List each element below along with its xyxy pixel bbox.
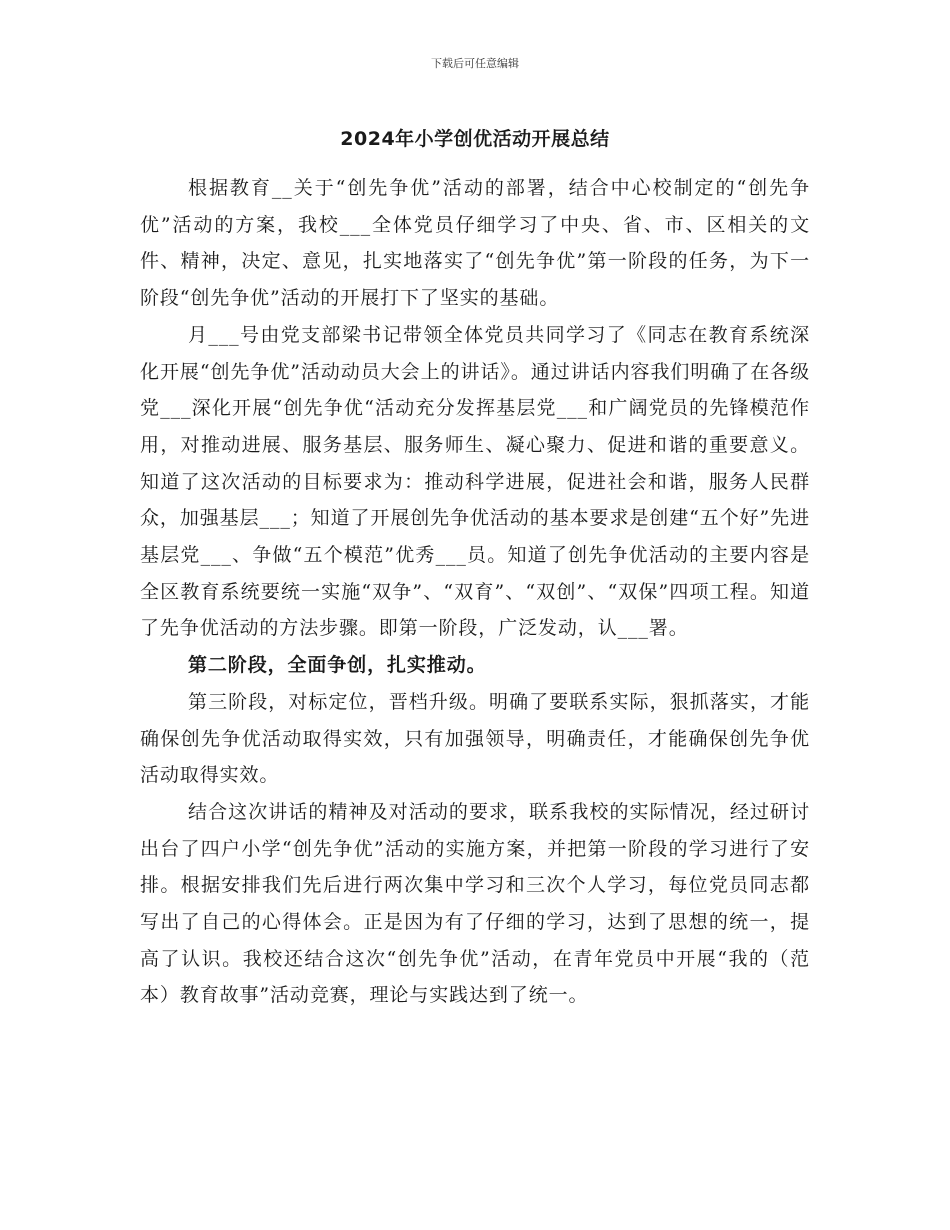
document-body xyxy=(140,170,810,1014)
paragraph: 第三阶段，对标定位，晋档升级。明确了要联系实际，狠抓落实，才能确保创先争优活动取得实效，只有加强领导，明确责任，才能确保创先争优活动取得实效。 xyxy=(140,690,810,787)
section-heading: 第二阶段，全面争创，扎实推动。 xyxy=(188,654,487,677)
paragraph: 根据教育__关于“创先争优”活动的部署，结合中心校制定的“创先争优”活动的方案，我校___全体党员仔细学习了中央、省、市、区相关的文件、精神，决定、意见，扎实地落实了“创先争优”第一阶段的任务，为下一阶段“创先争优”活动的开展打下了坚实的基础。 xyxy=(140,177,810,310)
document-title: 2024年小学创优活动开展总结 xyxy=(340,128,610,150)
paragraph: 月___号由党支部梁书记带领全体党员共同学习了《同志在教育系统深化开展“创先争优”活动动员大会上的讲话》。通过讲话内容我们明确了在各级党___深化开展“创先争优“活动充分发挥基层党___和广阔党员的先锋模范作用，对推动进展、服务基层、服务师生、凝心聚力、促进和谐的重要意义。知道了这次活动的目标要求为：推动科学进展，促进社会和谐，服务人民群众，加强基层___；知道了开展创先争优活动的基本要求是创建“五个好”先进基层党___、争做“五个模范”优秀___员。知道了创先争优活动的主要内容是全区教育系统要统一实施“双争”、“双育”、“双创”、“双保”四项工程。知道了先争优活动的方法步骤。即第一阶段，广泛发动，认___署。 xyxy=(140,323,810,640)
header-note: 下载后可任意编辑 xyxy=(431,57,519,70)
paragraph: 结合这次讲话的精神及对活动的要求，联系我校的实际情况，经过研讨出台了四户小学“创先争优”活动的实施方案，并把第一阶段的学习进行了安排。根据安排我们先后进行两次集中学习和三次个人学习，每位党员同志都写出了自己的心得体会。正是因为有了仔细的学习，达到了思想的统一，提高了认识。我校还结合这次“创先争优”活动，在青年党员中开展“我的（范本）教育故事”活动竞赛，理论与实践达到了统一。 xyxy=(140,800,810,1007)
